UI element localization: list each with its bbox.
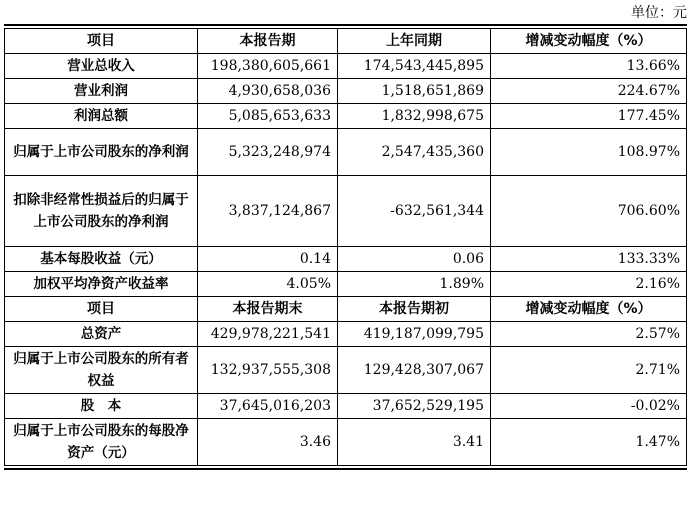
cell-period-start: 419,187,099,795 — [338, 322, 491, 347]
table-row — [5, 79, 687, 104]
cell-change: 2.57% — [491, 322, 687, 347]
cell-change: 177.45% — [491, 104, 687, 129]
cell-period-end: 37,645,016,203 — [198, 394, 338, 419]
table-row — [5, 54, 687, 79]
header-row-2 — [5, 297, 687, 322]
cell-current: 0.14 — [198, 247, 338, 272]
cell-current: 5,323,248,974 — [198, 129, 338, 176]
row-label: 总资产 — [5, 322, 198, 347]
table-row — [5, 104, 687, 129]
cell-period-end: 429,978,221,541 — [198, 322, 338, 347]
table-bottom-rule — [4, 468, 687, 470]
cell-current: 4,930,658,036 — [198, 79, 338, 104]
cell-prior: 0.06 — [338, 247, 491, 272]
cell-change: 13.66% — [491, 54, 687, 79]
row-label: 基本每股收益（元） — [5, 247, 198, 272]
cell-prior: 1,518,651,869 — [338, 79, 491, 104]
table-row — [5, 394, 687, 419]
cell-prior: 1,832,998,675 — [338, 104, 491, 129]
cell-change: 1.47% — [491, 419, 687, 466]
header-period-end: 本报告期末 — [198, 297, 338, 322]
table-top-rule — [4, 24, 687, 26]
table-row — [5, 347, 687, 394]
header-prior-period: 上年同期 — [338, 29, 491, 54]
unit-label: 单位：元 — [631, 5, 687, 21]
cell-change: 2.16% — [491, 272, 687, 297]
cell-prior: 174,543,445,895 — [338, 54, 491, 79]
header-period-start: 本报告期初 — [338, 297, 491, 322]
cell-change: 224.67% — [491, 79, 687, 104]
table-row — [5, 247, 687, 272]
cell-period-end: 132,937,555,308 — [198, 347, 338, 394]
cell-period-end: 3.46 — [198, 419, 338, 466]
row-label: 归属于上市公司股东的净利润 — [5, 129, 198, 176]
header-item: 项目 — [5, 29, 198, 54]
table-row — [5, 322, 687, 347]
cell-change: 706.60% — [491, 176, 687, 247]
cell-period-start: 3.41 — [338, 419, 491, 466]
row-label: 营业利润 — [5, 79, 198, 104]
header-row-1 — [5, 29, 687, 54]
header-change: 增减变动幅度（%） — [491, 29, 687, 54]
row-label: 归属于上市公司股东的所有者权益 — [5, 347, 198, 394]
header-current-period: 本报告期 — [198, 29, 338, 54]
row-label: 归属于上市公司股东的每股净资产（元） — [5, 419, 198, 466]
cell-prior: 1.89% — [338, 272, 491, 297]
cell-prior: 2,547,435,360 — [338, 129, 491, 176]
table-row — [5, 272, 687, 297]
cell-current: 5,085,653,633 — [198, 104, 338, 129]
cell-change: 2.71% — [491, 347, 687, 394]
cell-current: 4.05% — [198, 272, 338, 297]
cell-change: 108.97% — [491, 129, 687, 176]
data-table — [4, 28, 687, 466]
header-item: 项目 — [5, 297, 198, 322]
table-row — [5, 176, 687, 247]
row-label: 营业总收入 — [5, 54, 198, 79]
row-label: 扣除非经常性损益后的归属于上市公司股东的净利润 — [5, 176, 198, 247]
cell-current: 3,837,124,867 — [198, 176, 338, 247]
cell-period-start: 129,428,307,067 — [338, 347, 491, 394]
row-label: 股 本 — [5, 394, 198, 419]
financial-summary-table — [4, 24, 687, 470]
cell-current: 198,380,605,661 — [198, 54, 338, 79]
table-row — [5, 419, 687, 466]
table-row — [5, 129, 687, 176]
cell-change: -0.02% — [491, 394, 687, 419]
row-label: 加权平均净资产收益率 — [5, 272, 198, 297]
cell-period-start: 37,652,529,195 — [338, 394, 491, 419]
header-change: 增减变动幅度（%） — [491, 297, 687, 322]
cell-change: 133.33% — [491, 247, 687, 272]
row-label: 利润总额 — [5, 104, 198, 129]
cell-prior: -632,561,344 — [338, 176, 491, 247]
